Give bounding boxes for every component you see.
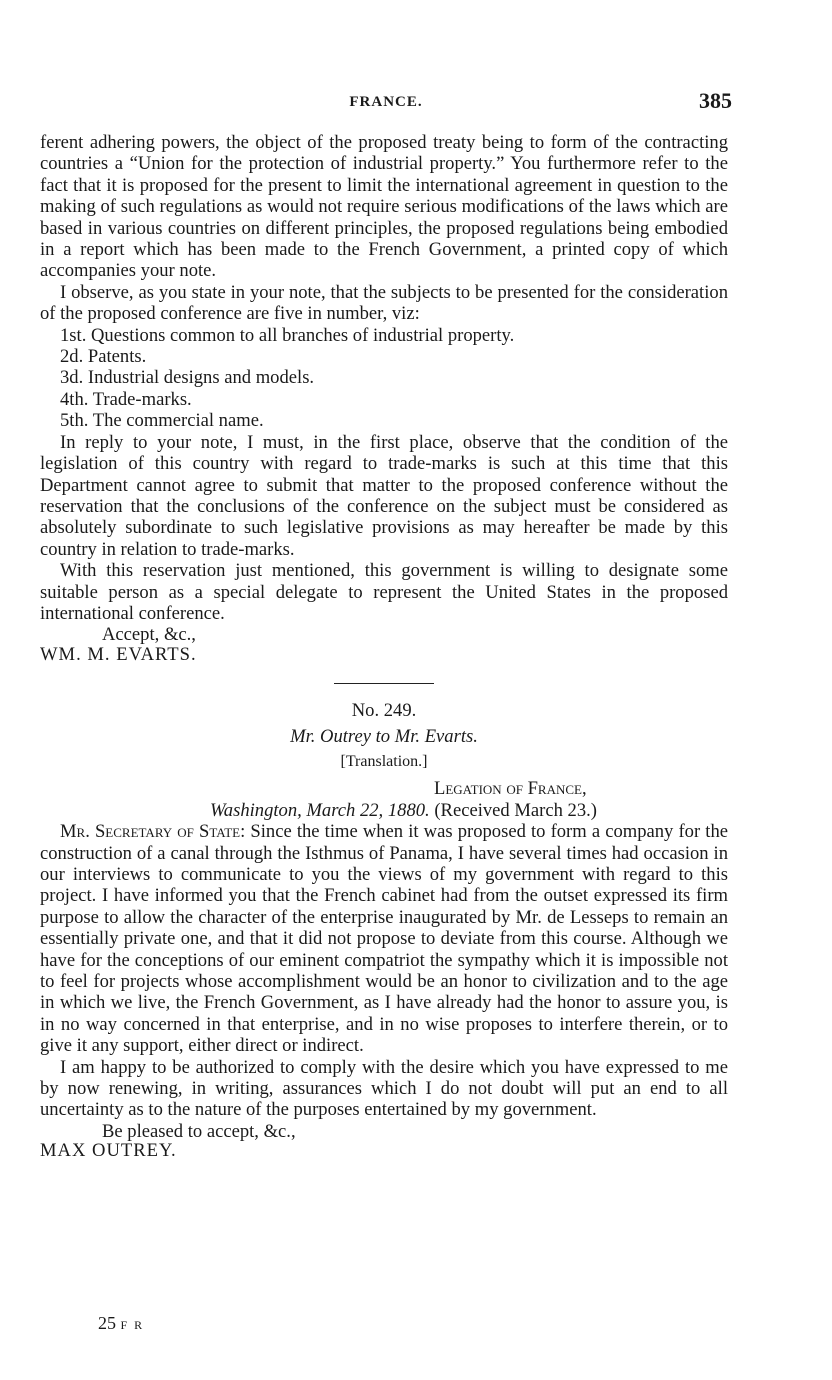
- closing-phrase: Accept, &c.,: [102, 624, 196, 646]
- paragraph-reply: In reply to your note, I must, in the first place, observe that the condition of the legislation of this country with regard to trade-marks is such at this time that this Department cannot agree to submit that matter to the proposed conference without the reservation that the conclusions of the conference on the subject must be considered as absolutely subordinate to such legislative provisions as may hereafter be made by this country in relation to trade-marks.: [40, 431, 728, 560]
- page-number: 385: [699, 88, 732, 113]
- document-number: No. 249.: [351, 700, 417, 722]
- signature-letters: F R: [120, 1318, 145, 1332]
- paragraph-subjects-intro: I observe, as you state in your note, that the subjects to be presented for the consideration of the proposed conference are five in number, viz:: [40, 281, 728, 325]
- subject-item: 2d. Patents.: [60, 346, 147, 368]
- paragraph-continued: ferent adhering powers, the object of the proposed treaty being to form of the contracting countries a “Union for the protection of industrial property.” You furthermore refer to the fact that it is proposed for the present to limit the international agreement in question to the making of such regulations as would not require serious modifications of the laws which are based in various countries on different principles, the proposed regulations being embodied in a report which has been made to the French Government, a printed copy of which accompanies your note.: [40, 132, 728, 282]
- signature-number: 25: [98, 1313, 116, 1333]
- salutation: Mr. Secretary of State:: [60, 821, 246, 843]
- subject-item: 3d. Industrial designs and models.: [60, 367, 315, 389]
- signature-outrey: MAX OUTREY.: [40, 1140, 177, 1162]
- subject-item: 5th. The commercial name.: [60, 410, 264, 432]
- paragraph-canal: [40, 821, 728, 1056]
- running-head: [40, 88, 732, 118]
- paragraph-canal-text: Since the time when it was proposed to form a company for the construction of a canal through the Isthmus of Panama, I have several times had occasion in our interviews to communicate to you the views of my government with regard to this project. I have informed you that the French cabinet had from the outset expressed its firm purpose to allow the character of the enterprise inaugurated by Mr. de Lesseps to remain an essentially private one, and that it did not propose to deviate from this course. Although we have for the conceptions of our eminent compatriot the sympathy which it is impossible not to feel for projects whose accomplishment would be an honor to civilization and to the age in which we live, the French Government, as I have already had the honor to assure you, is in no way concerned in that enterprise, and in no wise proposes to interfere therein, or to give it any support, either direct or indirect.: [40, 821, 728, 1057]
- document-heading: Mr. Outrey to Mr. Evarts.: [290, 725, 478, 747]
- translation-note: [Translation.]: [340, 752, 428, 770]
- running-title: FRANCE.: [349, 94, 423, 110]
- paragraph-assurance: I am happy to be authorized to comply with the desire which you have expressed to me by now renewing, in writing, assurances which I do not doubt will put an end to all uncertainty as to the nature of the purposes entertained by my government.: [40, 1056, 728, 1121]
- subject-item: 4th. Trade-marks.: [60, 388, 192, 410]
- legation-line: Legation of France,: [434, 778, 587, 800]
- subjects-list: [40, 325, 728, 432]
- received-date: (Received March 23.): [434, 799, 597, 821]
- date-place: Washington, March 22, 1880.: [210, 799, 430, 821]
- page-body: [40, 132, 728, 1162]
- paragraph-reservation: With this reservation just mentioned, this government is willing to designate some suitable person as a special delegate to represent the United States in the proposed international conference.: [40, 560, 728, 624]
- dateline: [40, 800, 728, 821]
- section-divider: [334, 683, 434, 684]
- printer-signature-mark: [98, 1313, 144, 1334]
- signature-evarts: WM. M. EVARTS.: [40, 643, 197, 665]
- closing-phrase-outrey: Be pleased to accept, &c.,: [102, 1120, 296, 1142]
- subject-item: 1st. Questions common to all branches of industrial property.: [60, 324, 515, 346]
